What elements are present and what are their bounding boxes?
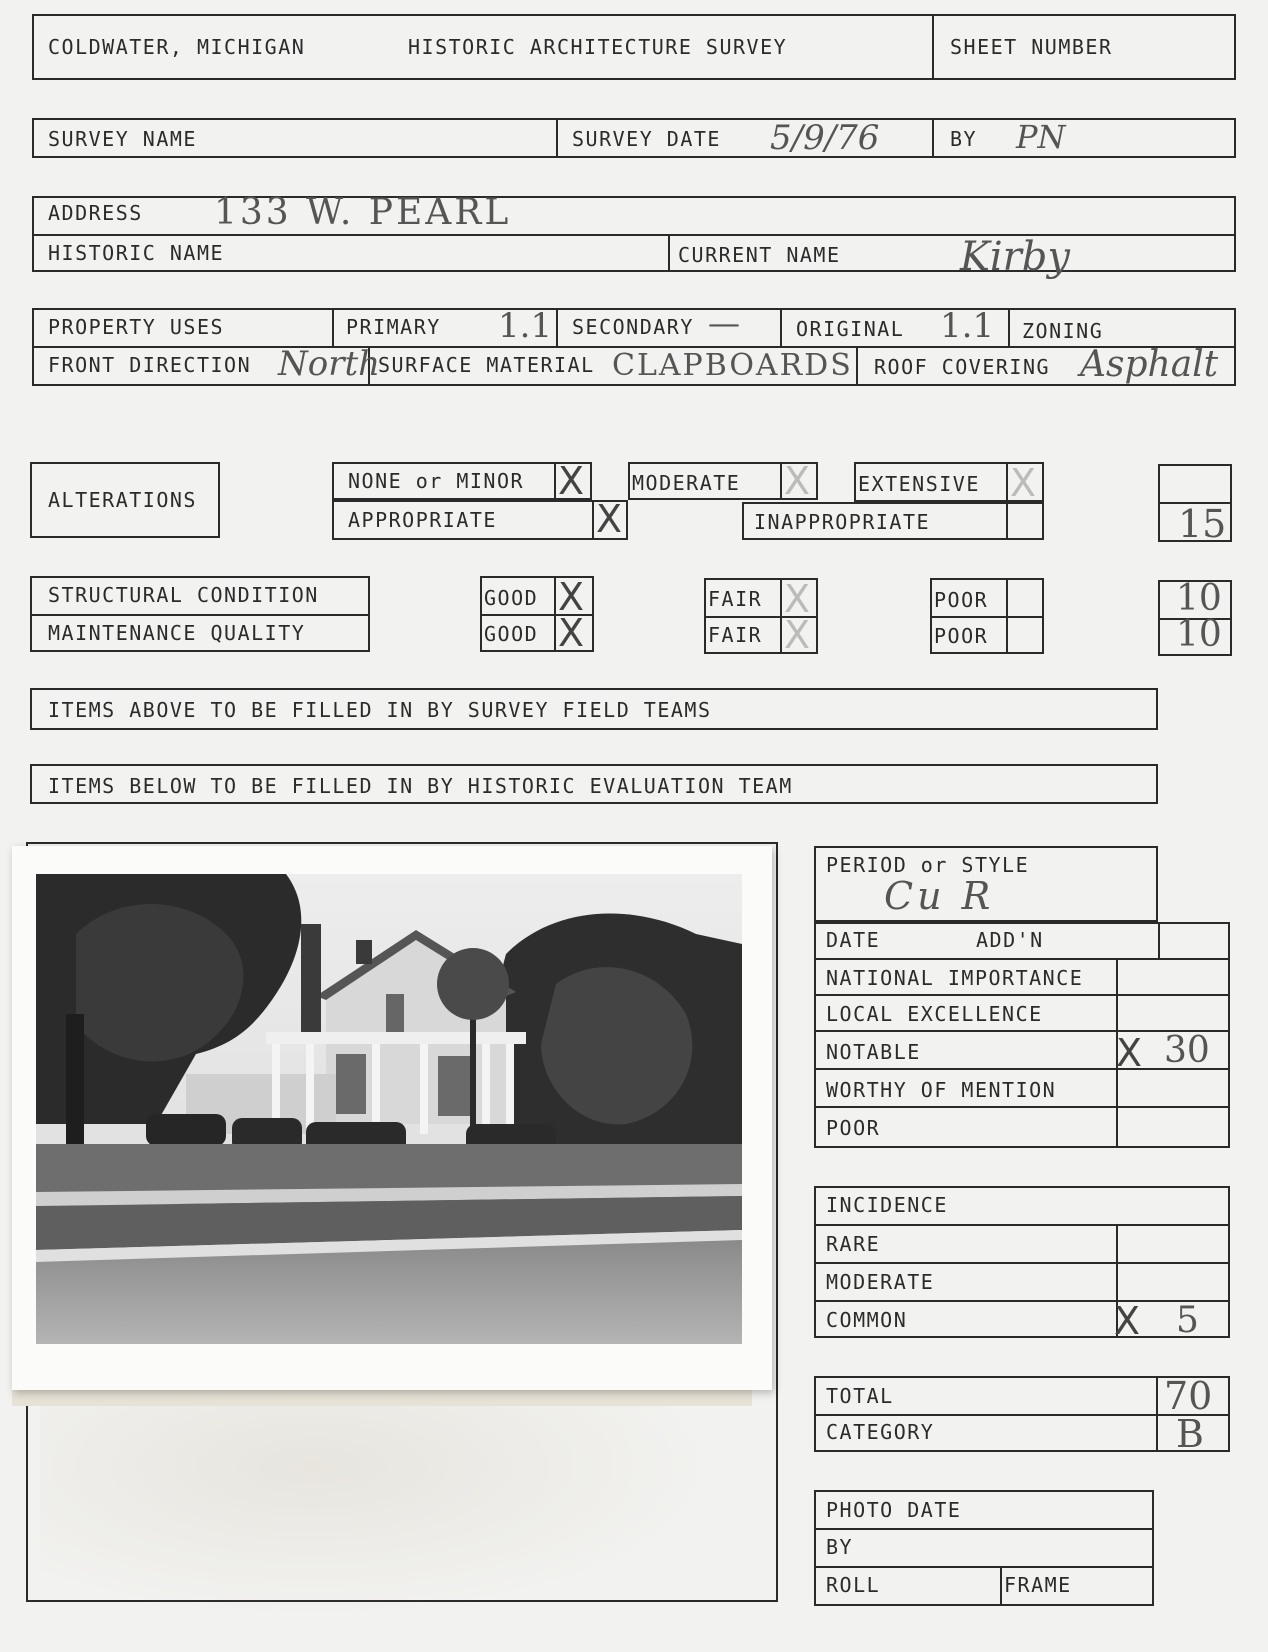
secondary-label: SECONDARY bbox=[572, 315, 694, 339]
poor-check-div bbox=[1006, 578, 1008, 654]
incidence-row-1 bbox=[814, 1224, 1230, 1226]
maintenance-fair-label: FAIR bbox=[708, 623, 763, 647]
total-value: 70 bbox=[1164, 1374, 1213, 1418]
current-name-divider bbox=[668, 234, 670, 272]
common-check: X bbox=[1114, 1299, 1141, 1343]
photo-by-label: BY bbox=[826, 1535, 854, 1559]
local-excellence-label: LOCAL EXCELLENCE bbox=[826, 1002, 1043, 1026]
structural-poor-label: POOR bbox=[934, 588, 989, 612]
appropriate-check: X bbox=[596, 497, 623, 541]
property-uses-label: PROPERTY USES bbox=[48, 315, 225, 339]
survey-divider-1 bbox=[556, 118, 558, 158]
historic-name-label: HISTORIC NAME bbox=[48, 241, 225, 265]
none-minor-label: NONE or MINOR bbox=[348, 469, 525, 493]
form-title: HISTORIC ARCHITECTURE SURVEY bbox=[408, 35, 788, 59]
incidence-row-2 bbox=[814, 1262, 1230, 1264]
eval-col-2 bbox=[1158, 922, 1160, 958]
fair-check-div bbox=[780, 578, 782, 654]
paper-stain bbox=[40, 1400, 720, 1620]
property-div-1 bbox=[332, 308, 334, 346]
common-label: COMMON bbox=[826, 1308, 908, 1332]
none-minor-check: X bbox=[558, 459, 585, 503]
category-label: CATEGORY bbox=[826, 1420, 935, 1444]
front-direction-value: North bbox=[278, 344, 381, 384]
photo-info-col bbox=[1000, 1566, 1002, 1606]
sheet-number-label: SHEET NUMBER bbox=[950, 35, 1113, 59]
structural-score: 10 bbox=[1176, 578, 1222, 619]
alterations-score: 15 bbox=[1178, 502, 1227, 546]
photo-info-row-2 bbox=[814, 1566, 1154, 1568]
common-score: 5 bbox=[1176, 1300, 1199, 1341]
extensive-label: EXTENSIVE bbox=[858, 472, 980, 496]
survey-by-label: BY bbox=[950, 127, 978, 151]
structural-fair-check: X bbox=[784, 577, 811, 621]
structural-fair-label: FAIR bbox=[708, 587, 763, 611]
eval-row-5 bbox=[814, 1106, 1230, 1108]
structural-good-check: X bbox=[558, 575, 585, 619]
category-value: B bbox=[1176, 1412, 1204, 1456]
moderate-check: X bbox=[784, 459, 811, 503]
property-div-6 bbox=[856, 346, 858, 386]
survey-divider-2 bbox=[932, 118, 934, 158]
address-value: 133 W. PEARL bbox=[214, 192, 512, 233]
surface-material-value: CLAPBOARDS bbox=[612, 348, 853, 383]
eval-row-2 bbox=[814, 994, 1230, 996]
none-minor-check-div bbox=[554, 462, 556, 500]
period-style-label: PERIOD or STYLE bbox=[826, 853, 1030, 877]
maintenance-good-label: GOOD bbox=[484, 622, 539, 646]
photo-date-label: PHOTO DATE bbox=[826, 1498, 962, 1522]
good-check-div bbox=[554, 576, 556, 652]
house-photograph bbox=[36, 874, 742, 1344]
roll-label: ROLL bbox=[826, 1573, 881, 1597]
maintenance-score: 10 bbox=[1176, 614, 1222, 655]
front-direction-label: FRONT DIRECTION bbox=[48, 353, 252, 377]
rare-label: RARE bbox=[826, 1232, 881, 1256]
maintenance-good-check: X bbox=[558, 611, 585, 655]
extensive-check: X bbox=[1010, 461, 1037, 505]
totals-col bbox=[1156, 1376, 1158, 1452]
address-label: ADDRESS bbox=[48, 201, 143, 225]
eval-row-1 bbox=[814, 958, 1230, 960]
alterations-label: ALTERATIONS bbox=[48, 488, 197, 512]
condition-labels-divider bbox=[30, 614, 370, 616]
house-photo-image bbox=[36, 874, 742, 1344]
evaluation-team-note: ITEMS BELOW TO BE FILLED IN BY HISTORIC EVALUATION TEAM bbox=[48, 774, 793, 798]
survey-date-label: SURVEY DATE bbox=[572, 127, 721, 151]
field-teams-note: ITEMS ABOVE TO BE FILLED IN BY SURVEY FIELD TEAMS bbox=[48, 698, 712, 722]
maintenance-poor-label: POOR bbox=[934, 624, 989, 648]
maintenance-fair-check: X bbox=[784, 613, 811, 657]
surface-material-label: SURFACE MATERIAL bbox=[378, 353, 595, 377]
city-label: COLDWATER, MICHIGAN bbox=[48, 35, 306, 59]
period-style-value: Cu R bbox=[884, 874, 995, 918]
inappropriate-label: INAPPROPRIATE bbox=[754, 510, 931, 534]
addn-label: ADD'N bbox=[976, 928, 1044, 952]
roof-covering-label: ROOF COVERING bbox=[874, 355, 1051, 379]
survey-name-label: SURVEY NAME bbox=[48, 127, 197, 151]
original-label: ORIGINAL bbox=[796, 317, 905, 341]
original-value: 1.1 bbox=[940, 306, 995, 346]
property-div-2 bbox=[556, 308, 558, 346]
appropriate-check-div bbox=[592, 500, 594, 540]
property-div-3 bbox=[780, 308, 782, 346]
property-div-4 bbox=[1008, 308, 1010, 346]
notable-score: 30 bbox=[1164, 1030, 1210, 1071]
structural-good-label: GOOD bbox=[484, 586, 539, 610]
frame-label: FRAME bbox=[1004, 1573, 1072, 1597]
current-name-value: Kirby bbox=[960, 234, 1070, 280]
poor-divider bbox=[930, 616, 1044, 618]
maintenance-quality-label: MAINTENANCE QUALITY bbox=[48, 621, 306, 645]
primary-value: 1.1 bbox=[498, 306, 553, 346]
current-name-label: CURRENT NAME bbox=[678, 243, 841, 267]
incidence-label: INCIDENCE bbox=[826, 1193, 948, 1217]
incidence-row-3 bbox=[814, 1300, 1230, 1302]
moderate-check-div bbox=[780, 462, 782, 500]
notable-check: X bbox=[1116, 1031, 1143, 1075]
structural-condition-label: STRUCTURAL CONDITION bbox=[48, 583, 319, 607]
primary-label: PRIMARY bbox=[346, 315, 441, 339]
header-divider bbox=[932, 14, 934, 80]
appropriate-label: APPROPRIATE bbox=[348, 508, 497, 532]
worthy-of-mention-label: WORTHY OF MENTION bbox=[826, 1078, 1057, 1102]
moderate-label: MODERATE bbox=[632, 471, 741, 495]
notable-label: NOTABLE bbox=[826, 1040, 921, 1064]
secondary-value: — bbox=[708, 304, 740, 342]
national-importance-label: NATIONAL IMPORTANCE bbox=[826, 966, 1084, 990]
total-label: TOTAL bbox=[826, 1384, 894, 1408]
zoning-label: ZONING bbox=[1022, 319, 1104, 343]
survey-by-value: PN bbox=[1016, 118, 1066, 156]
photo-info-row-1 bbox=[814, 1528, 1154, 1530]
incidence-moderate-label: MODERATE bbox=[826, 1270, 935, 1294]
roof-covering-value: Asphalt bbox=[1080, 344, 1219, 385]
date-label: DATE bbox=[826, 928, 881, 952]
eval-poor-label: POOR bbox=[826, 1116, 881, 1140]
survey-date-value: 5/9/76 bbox=[770, 118, 880, 158]
